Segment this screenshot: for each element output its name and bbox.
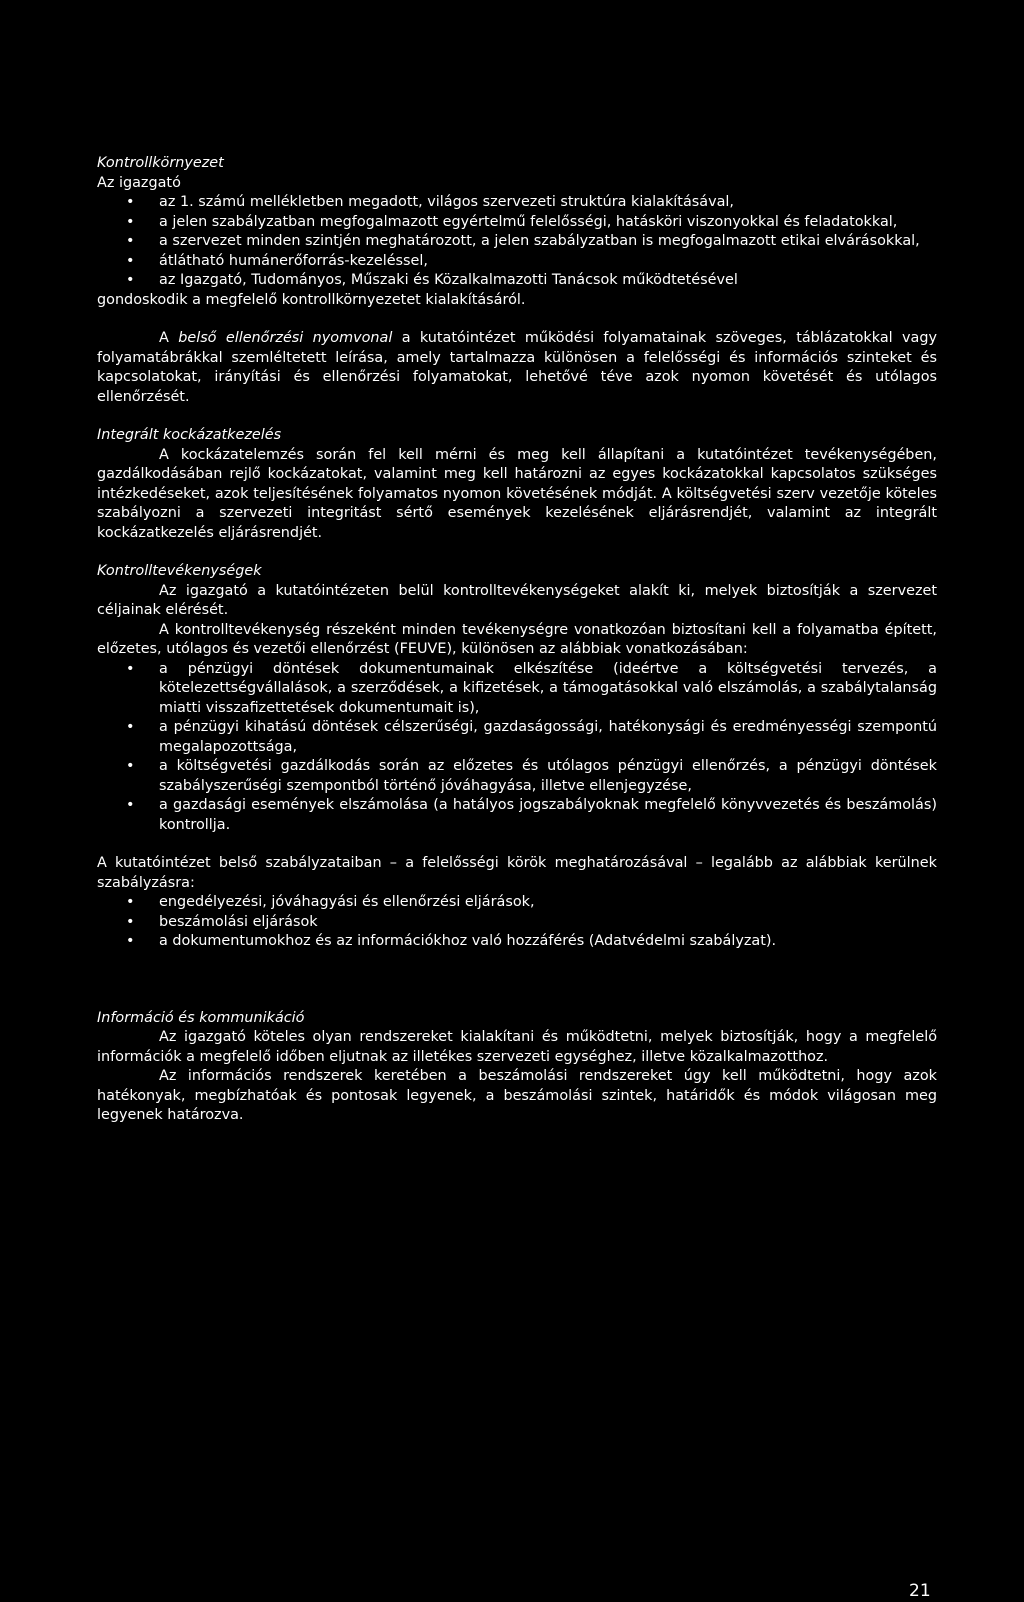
page-number: 21	[909, 1581, 931, 1601]
paragraph: Az igazgató a kutatóintézeten belül kontrolltevékenységeket alakít ki, melyek biztosítják a szervezet céljainak elérését.	[97, 582, 937, 618]
paragraph: A kontrolltevékenység részeként minden tevékenységre vonatkozóan biztosítani kell a folyamatba épített, előzetes, utólagos és vezetői ellenőrzést (FEUVE), különösen az alábbiak vonatkozásában:	[97, 621, 937, 657]
section-belso-szabalyzatok	[97, 854, 937, 952]
document-page	[97, 154, 937, 1126]
paragraph: A kutatóintézet belső szabályzataiban – a felelősségi körök meghatározásával – legalább az alábbiak kerülnek szabályzásra:	[97, 855, 937, 891]
section-heading: Integrált kockázatkezelés	[97, 427, 282, 443]
bullet-list	[97, 660, 937, 836]
section-heading: Információ és kommunikáció	[97, 1009, 305, 1026]
section-informacio-kommunikacio	[97, 1009, 937, 1126]
list-item: • a költségvetési gazdálkodás során az előzetes és utólagos pénzügyi ellenőrzés, a pénzügyi döntések szabályszerűségi szempontból történő jóváhagyása, illetve ellenjegyzése,	[97, 757, 937, 796]
bullet-list	[97, 893, 937, 952]
list-item: • átlátható humánerőforrás-kezeléssel,	[97, 252, 937, 272]
list-item: • a jelen szabályzatban megfogalmazott egyértelmű felelősségi, hatásköri viszonyokkal és feladatokkal,	[97, 213, 937, 233]
section-heading: Kontrolltevékenységek	[97, 563, 262, 579]
list-item: • a gazdasági események elszámolása (a hatályos jogszabályoknak megfelelő könyvvezetés és beszámolás) kontrollja.	[97, 796, 937, 835]
section-kockazatkezeles	[97, 426, 937, 543]
section-closing: gondoskodik a megfelelő kontrollkörnyezetet kialakításáról.	[97, 291, 526, 308]
paragraph-lead: A	[159, 330, 179, 346]
paragraph: Az igazgató köteles olyan rendszereket kialakítani és működtetni, melyek biztosítják, hogy a megfelelő információk a megfelelő időben eljutnak az illetékes szervezeti egységhez, illetve közalkalmazotthoz.	[97, 1029, 937, 1065]
bullet-list	[97, 193, 937, 291]
section-kontrolltevekenysegek	[97, 562, 937, 835]
section-kontrollkornyezet	[97, 154, 937, 310]
emphasis-text: belső ellenőrzési nyomvonal	[178, 330, 393, 346]
section-intro: Az igazgató	[97, 174, 181, 191]
paragraph: Az információs rendszerek keretében a beszámolási rendszereket úgy kell működtetni, hogy azok hatékonyak, megbízhatóak és pontosak legyenek, a beszámolási szintek, határidők és módok világosan meg legyenek határozva.	[97, 1068, 937, 1123]
list-item: • a dokumentumokhoz és az információkhoz való hozzáférés (Adatvédelmi szabályzat).	[97, 932, 937, 952]
list-item: • a szervezet minden szintjén meghatározott, a jelen szabályzatban is megfogalmazott etikai elvárásokkal,	[97, 232, 937, 252]
list-item: • a pénzügyi döntések dokumentumainak elkészítése (ideértve a költségvetési tervezés, a kötelezettségvállalások, a szerződések, a kifizetések, a támogatásokkal való elszámolás, a szabálytalanság miatti visszafizettetések dokumentumait is),	[97, 660, 937, 719]
paragraph-text: a kutatóintézet működési folyamatainak szöveges, táblázatokkal vagy folyamatábrákkal szemléltetett leírása, amely tartalmazza különösen a felelősségi és információs szinteket és kapcsolatokat, irányítási és ellenőrzési folyamatokat, lehetővé téve azok nyomon követését és utólagos ellenőrzését.	[97, 330, 937, 405]
list-item: • az Igazgató, Tudományos, Műszaki és Közalkalmazotti Tanácsok működtetésével	[97, 271, 937, 291]
section-heading: Kontrollkörnyezet	[97, 155, 224, 171]
list-item: • beszámolási eljárások	[97, 913, 937, 933]
list-item: • az 1. számú mellékletben megadott, világos szervezeti struktúra kialakításával,	[97, 193, 937, 213]
paragraph: A kockázatelemzés során fel kell mérni és meg kell állapítani a kutatóintézet tevékenységében, gazdálkodásában rejlő kockázatokat, valamint meg kell határozni az egyes kockázatokkal kapcsolatos szükséges intézkedéseket, azok teljesítésének folyamatos nyomon követésének módját. A költségvetési szerv vezetője köteles szabályozni a szervezeti integritást sértő események kezelésének eljárásrendjét, valamint az integrált kockázatkezelés eljárásrendjét.	[97, 446, 937, 541]
list-item: • a pénzügyi kihatású döntések célszerűségi, gazdaságossági, hatékonysági és eredményességi szempontú megalapozottsága,	[97, 718, 937, 757]
paragraph-nyomvonal	[97, 329, 937, 407]
list-item: • engedélyezési, jóváhagyási és ellenőrzési eljárások,	[97, 893, 937, 913]
